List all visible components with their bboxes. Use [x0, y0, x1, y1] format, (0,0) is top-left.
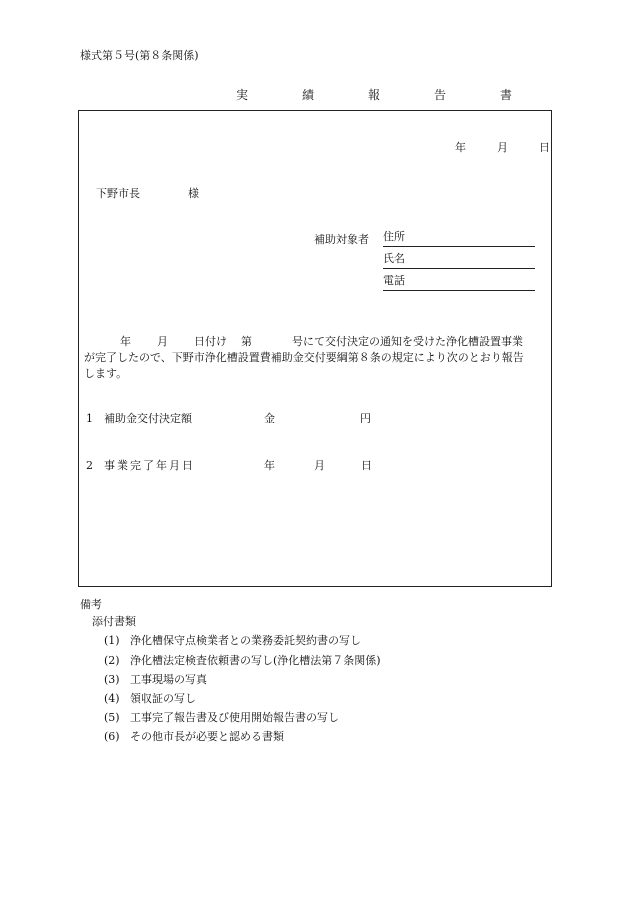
item-1-label: 補助金交付決定額 [104, 412, 192, 425]
item-1-yen: 円 [360, 412, 371, 425]
date-month-label: 月 [497, 141, 508, 154]
addressee [96, 187, 199, 202]
attachment-item [104, 673, 207, 688]
attachment-item [104, 692, 196, 707]
phone-label: 電話 [383, 274, 405, 288]
body-line-2: が完了したので、下野市浄化槽設置費補助金交付要綱第８条の規定により次のとおり報告 [84, 351, 524, 364]
body-date-suffix: 日付け [194, 335, 227, 348]
attachment-number: (1) [104, 634, 120, 647]
address-label: 住所 [383, 230, 405, 244]
item-2-label: 事業完了年月日 [104, 459, 195, 472]
body-year: 年 [120, 335, 131, 348]
attachment-text: その他市長が必要と認める書類 [130, 730, 284, 743]
item-2-year: 年 [264, 459, 275, 472]
body-number-prefix: 第 [241, 335, 252, 348]
name-field[interactable] [383, 253, 535, 269]
phone-field[interactable] [383, 275, 535, 291]
form-number: 様式第５号(第８条関係) [80, 49, 199, 62]
attachment-item [104, 730, 284, 745]
report-date [455, 141, 550, 156]
date-year-label: 年 [455, 141, 466, 154]
item-2-day: 日 [361, 459, 372, 472]
report-body [86, 334, 548, 382]
addressee-honorific: 様 [188, 187, 199, 200]
attachment-text: 浄化槽保守点検業者との業務委託契約書の写し [130, 634, 361, 647]
attachment-number: (5) [104, 711, 120, 724]
attachment-item [104, 634, 361, 649]
addressee-name: 下野市長 [96, 187, 140, 200]
attachment-text: 工事現場の写真 [130, 673, 207, 686]
item-2-number: 2 [86, 459, 93, 472]
name-label: 氏名 [383, 252, 405, 266]
attachment-item [104, 711, 339, 726]
attachment-number: (2) [104, 654, 120, 667]
item-2-month: 月 [314, 459, 325, 472]
date-day-label: 日 [539, 141, 550, 154]
attachment-number: (3) [104, 673, 120, 686]
applicant-label: 補助対象者 [314, 233, 369, 246]
attachment-text: 浄化槽法定検査依頼書の写し(浄化槽法第７条関係) [130, 654, 381, 667]
attachments-heading: 添付書類 [92, 615, 136, 628]
attachment-number: (4) [104, 692, 120, 705]
attachment-text: 領収証の写し [130, 692, 196, 705]
attachment-text: 工事完了報告書及び使用開始報告書の写し [130, 711, 339, 724]
address-field[interactable] [383, 231, 535, 247]
document-title: 実 績 報 告 書 [236, 88, 534, 102]
notes-heading: 備考 [80, 598, 102, 611]
body-line-1 [86, 334, 548, 350]
item-1-currency: 金 [264, 412, 275, 425]
body-month: 月 [157, 335, 168, 348]
item-1-number: 1 [86, 412, 93, 425]
body-line-1-rest: 号にて交付決定の通知を受けた浄化槽設置事業 [292, 335, 523, 348]
body-line-3: します。 [84, 367, 128, 380]
attachment-item [104, 654, 381, 669]
attachment-number: (6) [104, 730, 120, 743]
